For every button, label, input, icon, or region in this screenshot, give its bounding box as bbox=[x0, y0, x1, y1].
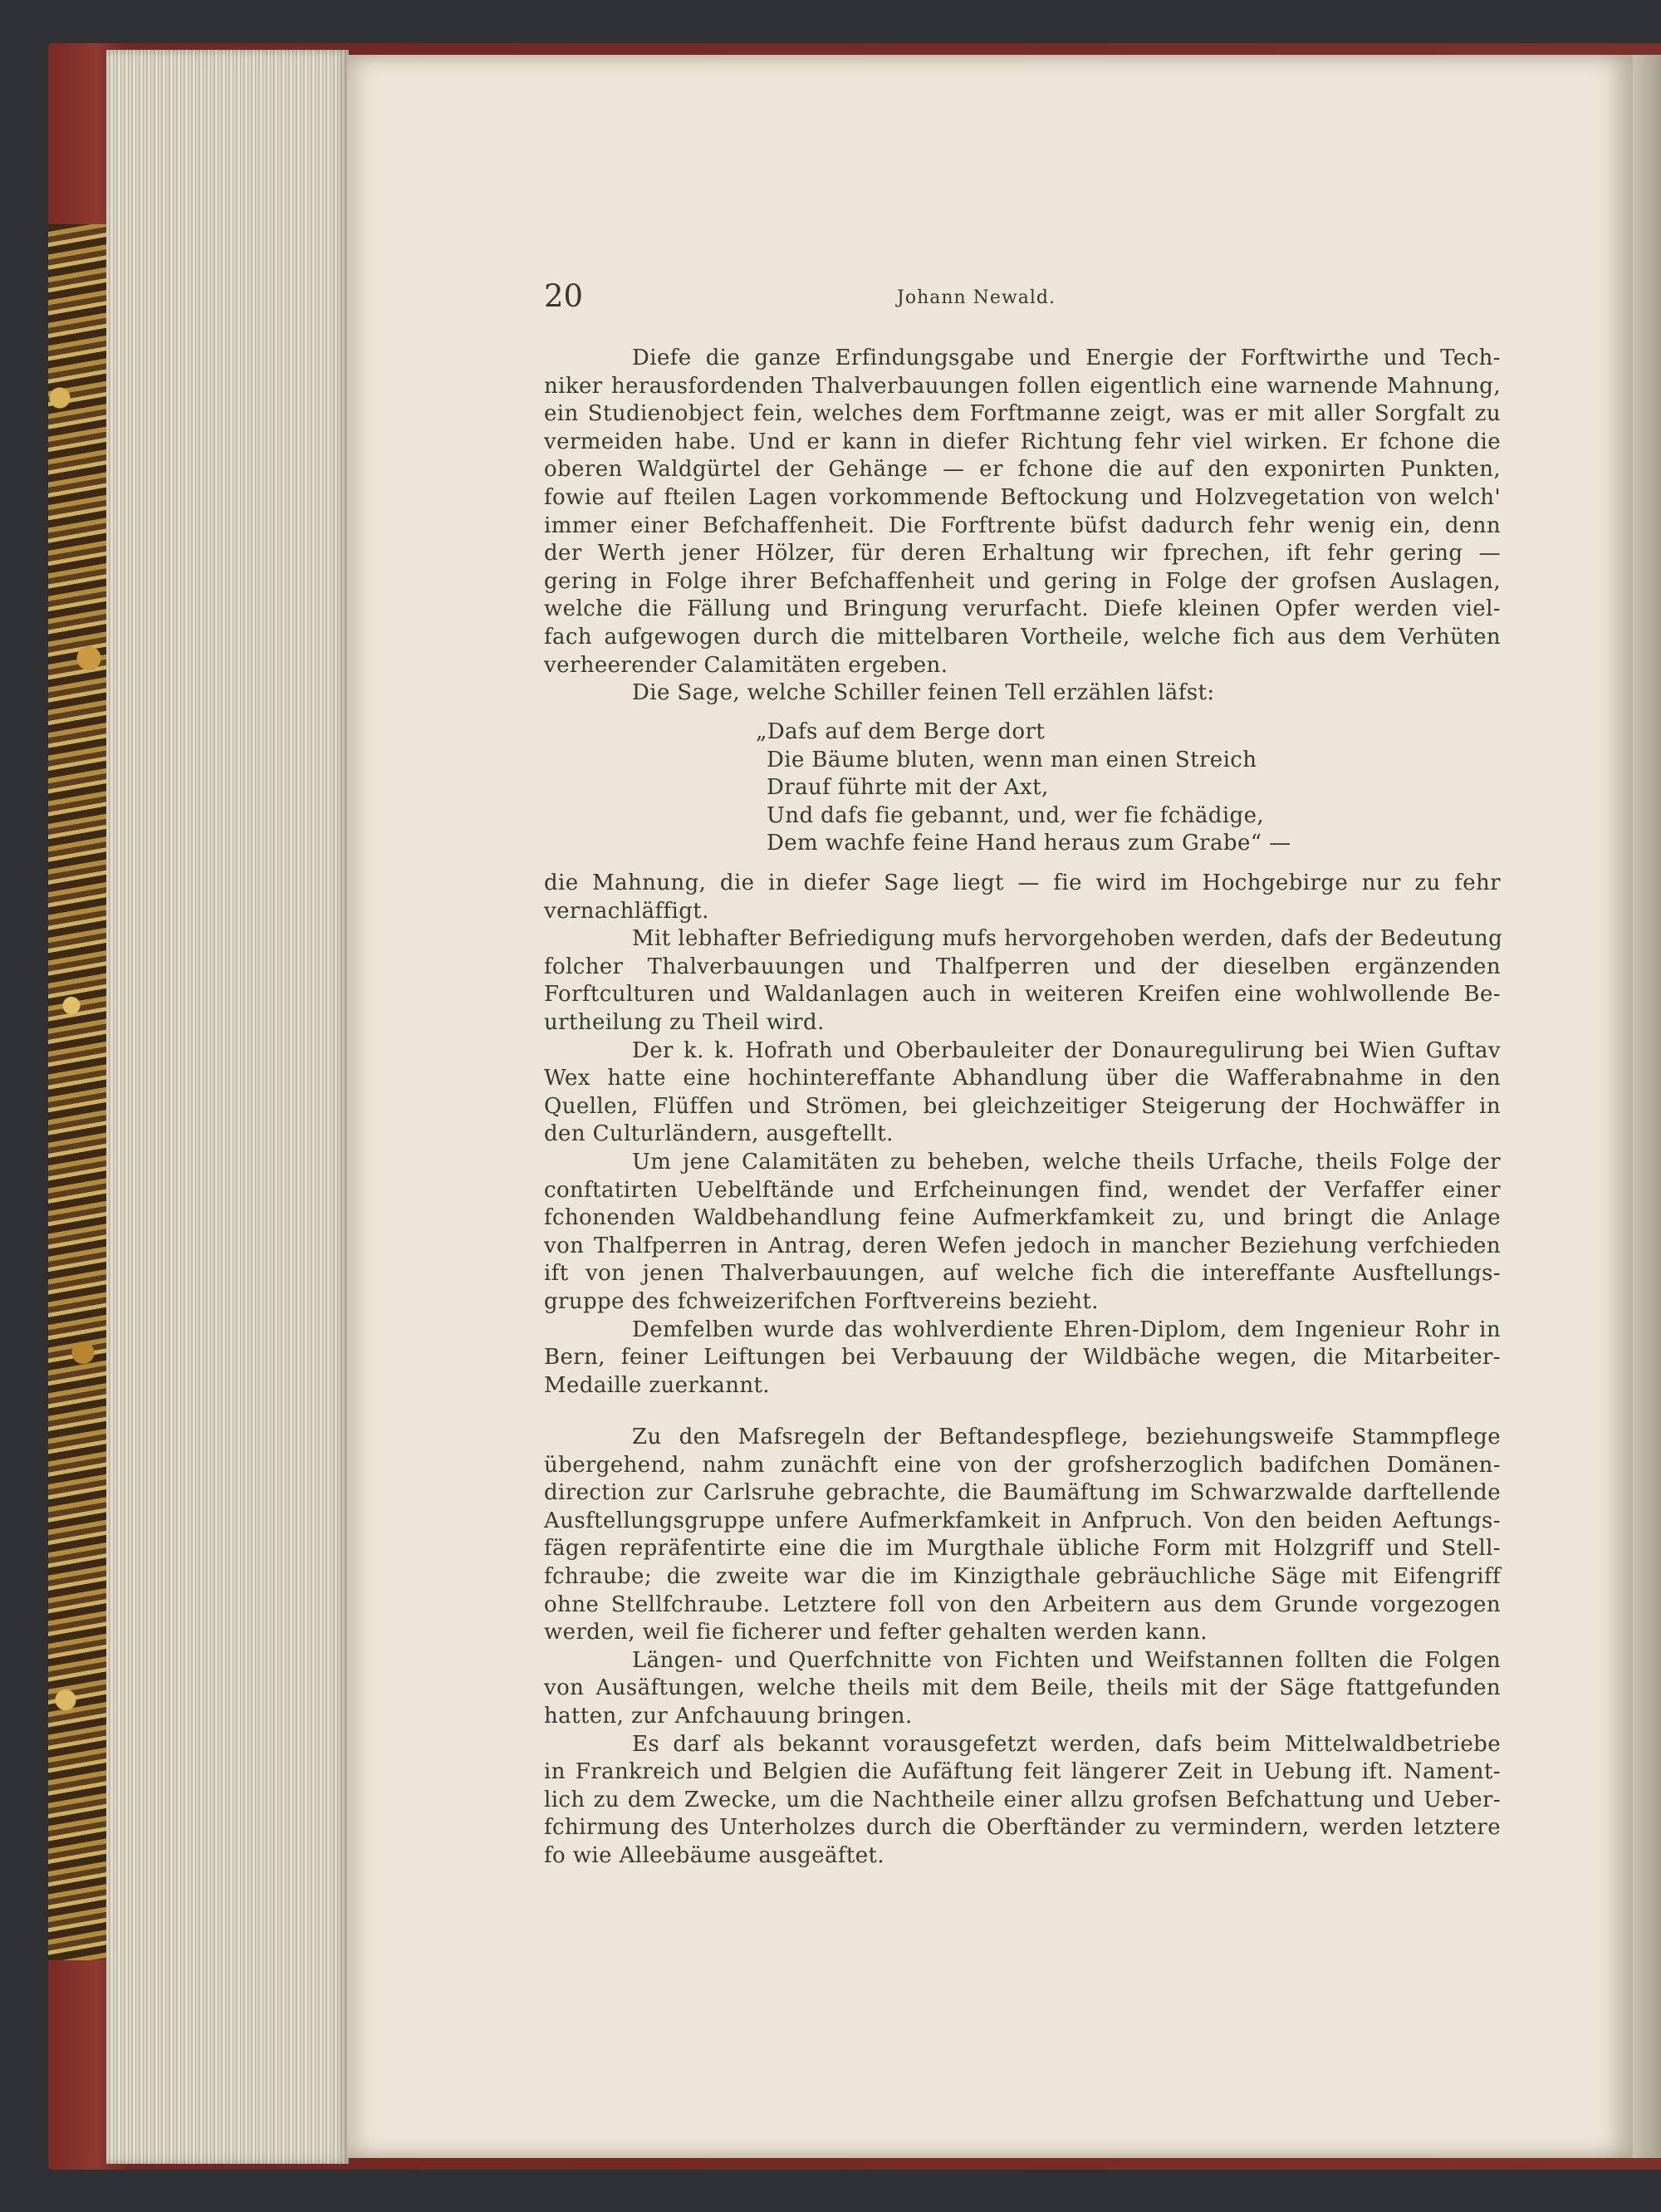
text-line: Bern, feiner Leiftungen bei Verbauung der Wildbäche wegen, die Mitarbeiter- bbox=[544, 1345, 1501, 1371]
text-line: hatten, zur Anfchauung bringen. bbox=[544, 1704, 913, 1729]
text-line: direction zur Carlsruhe gebrachte, die Baumäftung im Schwarzwalde darftellende bbox=[544, 1480, 1501, 1506]
text-line: Wex hatte eine hochintereffante Abhandlung über die Wafferabnahme in den bbox=[544, 1066, 1501, 1091]
text-line: ein Studienobject fein, welches dem Forftmanne zeigt, was er mit aller Sorgfalt zu bbox=[544, 401, 1501, 427]
text-line: fchonenden Waldbehandlung feine Aufmerkfamkeit zu, und bringt die Anlage bbox=[544, 1205, 1501, 1231]
text-line: gering in Folge ihrer Befchaffenheit und gering in Folge der grofsen Auslagen, bbox=[544, 568, 1501, 594]
text-line: die Mahnung, die in diefer Sage liegt — fie wird im Hochgebirge nur zu fehr bbox=[544, 871, 1501, 895]
text-line: übergehend, nahm zunächft eine von der grofsherzoglich badifchen Domänen- bbox=[544, 1452, 1501, 1478]
text-line: Um jene Calamitäten zu beheben, welche theils Urfache, theils Folge der bbox=[632, 1150, 1501, 1175]
text-line: conftatirten Uebelftände und Erfcheinungen find, wendet der Verfaffer einer bbox=[544, 1177, 1501, 1203]
text-line: Ausftellungsgruppe unfere Aufmerkfamkeit in Anfpruch. Von den beiden Aeftungs- bbox=[544, 1508, 1501, 1533]
text-line: in Frankreich und Belgien die Aufäftung feit längerer Zeit in Uebung ift. Nament- bbox=[544, 1759, 1501, 1785]
text-line: ohne Stellfchraube. Letztere foll von den Arbeitern aus dem Grunde vorgezogen bbox=[544, 1592, 1501, 1617]
text-line: Der k. k. Hofrath und Oberbauleiter der Donauregulirung bei Wien Guftav bbox=[632, 1037, 1501, 1063]
text-line: vermeiden habe. Und er kann in diefer Richtung fehr viel wirken. Er fchone die bbox=[544, 429, 1501, 454]
page-block-edge bbox=[106, 50, 349, 2164]
text-line: fchirmung des Unterholzes durch die Oberftänder zu vermindern, werden letztere bbox=[544, 1815, 1501, 1841]
marbled-edge bbox=[48, 224, 106, 1960]
text-line: welche die Fällung und Bringung verurfacht. Diefe kleinen Opfer werden viel- bbox=[544, 596, 1501, 622]
verse-line: Und dafs fie gebannt, und, wer fie fchädige, bbox=[767, 802, 1265, 828]
text-line: vernachläffigt. bbox=[544, 898, 709, 924]
right-page-edge bbox=[1633, 55, 1661, 2158]
page-number: 20 bbox=[544, 278, 584, 314]
text-line: gruppe des fchweizerifchen Forftvereins bezieht. bbox=[544, 1289, 1099, 1314]
text-line: von Ausäftungen, welche theils mit dem Beile, theils mit der Säge ftattgefunden bbox=[544, 1675, 1501, 1701]
text-line: den Culturländern, ausgeftellt. bbox=[544, 1121, 894, 1147]
text-line: Diefe die ganze Erfindungsgabe und Energie der Forftwirthe und Tech- bbox=[632, 346, 1501, 370]
text-line: ift von jenen Thalverbauungen, auf welche fich die intereffante Ausftellungs- bbox=[544, 1261, 1501, 1287]
text-line: Demfelben wurde das wohlverdiente Ehren-Diplom, dem Ingenieur Rohr in bbox=[632, 1317, 1501, 1342]
text-line: Mit lebhafter Befriedigung mufs hervorgehoben werden, dafs der Bedeutung bbox=[632, 926, 1503, 952]
text-line: fach aufgewogen durch die mittelbaren Vortheile, welche fich aus dem Verhüten bbox=[544, 625, 1501, 650]
text-line: Die Sage, welche Schiller feinen Tell erzählen läfst: bbox=[632, 680, 1215, 706]
text-line: urtheilung zu Theil wird. bbox=[544, 1010, 825, 1035]
text-line: niker herausfordenden Thalverbauungen follen eigentlich eine warnende Mahnung, bbox=[544, 373, 1501, 399]
text-line: Quellen, Flüffen und Strömen, bei gleichzeitiger Steigerung der Hochwäffer in bbox=[544, 1093, 1501, 1119]
text-line: Es darf als bekannt vorausgefetzt werden, dafs beim Mittelwaldbetriebe bbox=[632, 1731, 1501, 1757]
text-line: oberen Waldgürtel der Gehänge — er fchone die auf den exponirten Punkten, bbox=[544, 457, 1501, 483]
text-line: werden, weil fie ficherer und fefter gehalten werden kann. bbox=[544, 1620, 1208, 1646]
text-line: Medaille zuerkannt. bbox=[544, 1372, 771, 1398]
text-line: folcher Thalverbauungen und Thalfperren und der dieselben ergänzenden bbox=[544, 954, 1501, 979]
text-line: Längen- und Querfchnitte von Fichten und Weifstannen follten die Folgen bbox=[632, 1647, 1501, 1673]
text-line: Forftculturen und Waldanlagen auch in weiteren Kreifen eine wohlwollende Be- bbox=[544, 982, 1501, 1008]
text-line: lich zu dem Zwecke, um die Nachtheile einer allzu grofsen Befchattung und Ueber- bbox=[544, 1787, 1501, 1812]
text-line: fo wie Alleebäume ausgeäftet. bbox=[544, 1843, 885, 1868]
text-line: der Werth jener Hölzer, für deren Erhaltung wir fprechen, ift fehr gering — bbox=[544, 541, 1501, 566]
verse-line: „Dafs auf dem Berge dort bbox=[756, 719, 1046, 744]
text-line: Zu den Mafsregeln der Beftandespflege, beziehungsweife Stammpflege bbox=[632, 1425, 1501, 1449]
text-line: verheerender Calamitäten ergeben. bbox=[544, 652, 948, 678]
running-head: Johann Newald. bbox=[897, 287, 1056, 308]
verse-line: Dem wachfe feine Hand heraus zum Grabe“ — bbox=[767, 831, 1291, 856]
verse-line: Die Bäume bluten, wenn man einen Streich bbox=[767, 747, 1257, 772]
text-line: fägen repräfentirte eine die im Murgthale übliche Form mit Holzgriff und Stell- bbox=[544, 1536, 1501, 1562]
text-line: immer einer Befchaffenheit. Die Forftrente büfst dadurch fehr wenig ein, denn bbox=[544, 513, 1501, 538]
text-line: von Thalfperren in Antrag, deren Wefen jedoch in mancher Beziehung verfchieden bbox=[544, 1233, 1501, 1258]
verse-line: Drauf führte mit der Axt, bbox=[767, 775, 1049, 800]
text-line: fowie auf fteilen Lagen vorkommende Beftockung und Holzvegetation von welch' bbox=[544, 485, 1501, 510]
text-line: fchraube; die zweite war die im Kinzigthale gebräuchliche Säge mit Eifengriff bbox=[544, 1564, 1501, 1589]
